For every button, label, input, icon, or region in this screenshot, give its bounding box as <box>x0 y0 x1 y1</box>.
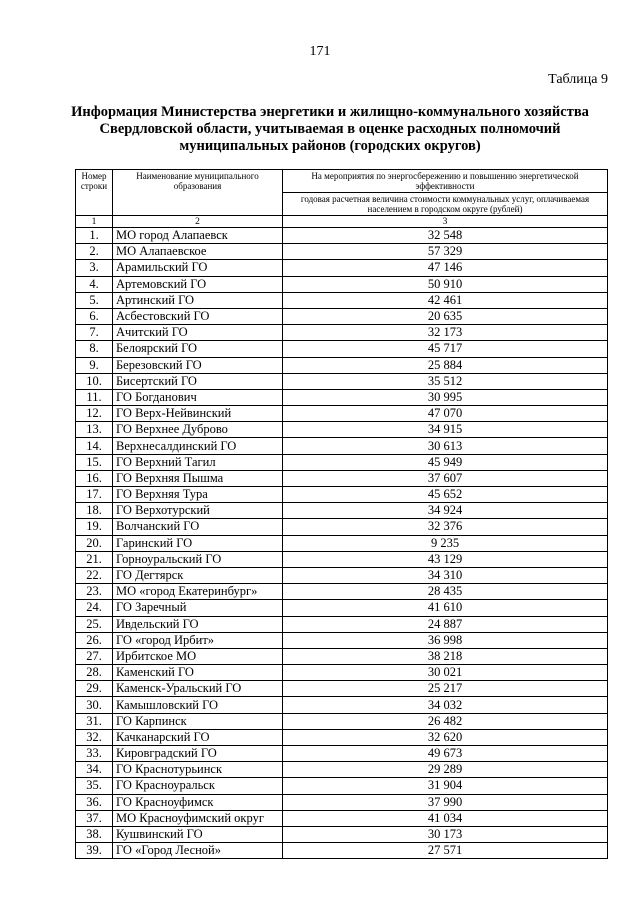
cost-value: 34 915 <box>283 422 608 438</box>
table-row <box>76 794 608 810</box>
header-energy-measures: На мероприятия по энергосбережению и повышению энергетической эффективности <box>283 170 608 193</box>
row-number: 13. <box>76 422 113 438</box>
row-number: 2. <box>76 244 113 260</box>
cost-value: 32 620 <box>283 729 608 745</box>
cost-value: 36 998 <box>283 632 608 648</box>
table-row <box>76 551 608 567</box>
cost-value: 31 904 <box>283 778 608 794</box>
table-row <box>76 470 608 486</box>
page-number: 171 <box>309 44 331 59</box>
column-number-2: 2 <box>113 216 283 228</box>
municipality-name: Ачитский ГО <box>113 325 283 341</box>
document-title: Информация Министерства энергетики и жилищно-коммунального хозяйства Свердловской области, учитываемая в оценке расходных полномочий муниципальных районов (городских округов) <box>71 104 589 154</box>
header-municipality: Наименование муниципального образования <box>113 170 283 216</box>
cost-value: 47 146 <box>283 260 608 276</box>
municipality-name: Каменский ГО <box>113 665 283 681</box>
table-row <box>76 843 608 859</box>
municipality-name: ГО «Город Лесной» <box>113 843 283 859</box>
table-row <box>76 778 608 794</box>
cost-value: 24 887 <box>283 616 608 632</box>
row-number: 9. <box>76 357 113 373</box>
municipality-name: Гаринский ГО <box>113 535 283 551</box>
table-row <box>76 341 608 357</box>
cost-value: 30 613 <box>283 438 608 454</box>
table-row <box>76 535 608 551</box>
row-number: 23. <box>76 584 113 600</box>
municipality-name: Волчанский ГО <box>113 519 283 535</box>
row-number: 22. <box>76 567 113 583</box>
municipality-name: МО Красноуфимский округ <box>113 810 283 826</box>
row-number: 6. <box>76 308 113 324</box>
column-numbers-row <box>76 216 608 228</box>
table-row <box>76 406 608 422</box>
cost-value: 25 217 <box>283 681 608 697</box>
municipality-name: ГО Заречный <box>113 600 283 616</box>
table-row <box>76 244 608 260</box>
municipality-name: МО город Алапаевск <box>113 228 283 244</box>
cost-value: 32 376 <box>283 519 608 535</box>
row-number: 38. <box>76 826 113 842</box>
row-number: 16. <box>76 470 113 486</box>
row-number: 8. <box>76 341 113 357</box>
cost-value: 57 329 <box>283 244 608 260</box>
cost-value: 25 884 <box>283 357 608 373</box>
cost-value: 42 461 <box>283 292 608 308</box>
table-row <box>76 308 608 324</box>
cost-value: 34 310 <box>283 567 608 583</box>
municipality-name: Верхнесалдинский ГО <box>113 438 283 454</box>
table-row <box>76 454 608 470</box>
cost-value: 38 218 <box>283 648 608 664</box>
cost-value: 30 173 <box>283 826 608 842</box>
table-row <box>76 487 608 503</box>
cost-value: 32 173 <box>283 325 608 341</box>
row-number: 1. <box>76 228 113 244</box>
row-number: 21. <box>76 551 113 567</box>
row-number: 33. <box>76 746 113 762</box>
table-row <box>76 632 608 648</box>
row-number: 31. <box>76 713 113 729</box>
table-row <box>76 648 608 664</box>
municipality-name: Асбестовский ГО <box>113 308 283 324</box>
municipality-name: Каменск-Уральский ГО <box>113 681 283 697</box>
municipality-name: ГО Верхний Тагил <box>113 454 283 470</box>
row-number: 12. <box>76 406 113 422</box>
cost-value: 41 034 <box>283 810 608 826</box>
row-number: 18. <box>76 503 113 519</box>
municipality-name: Белоярский ГО <box>113 341 283 357</box>
municipality-name: Ивдельский ГО <box>113 616 283 632</box>
municipality-name: ГО Красноуральск <box>113 778 283 794</box>
table-row <box>76 422 608 438</box>
table-row <box>76 438 608 454</box>
table-row <box>76 503 608 519</box>
municipality-name: Ирбитское МО <box>113 648 283 664</box>
row-number: 27. <box>76 648 113 664</box>
row-number: 37. <box>76 810 113 826</box>
municipality-name: Кировградский ГО <box>113 746 283 762</box>
table-row <box>76 665 608 681</box>
cost-value: 35 512 <box>283 373 608 389</box>
table-row <box>76 600 608 616</box>
municipality-name: Артинский ГО <box>113 292 283 308</box>
row-number: 39. <box>76 843 113 859</box>
row-number: 19. <box>76 519 113 535</box>
row-number: 20. <box>76 535 113 551</box>
row-number: 29. <box>76 681 113 697</box>
cost-value: 37 990 <box>283 794 608 810</box>
row-number: 30. <box>76 697 113 713</box>
row-number: 28. <box>76 665 113 681</box>
row-number: 14. <box>76 438 113 454</box>
table-row <box>76 729 608 745</box>
cost-value: 45 949 <box>283 454 608 470</box>
cost-value: 43 129 <box>283 551 608 567</box>
table-row <box>76 260 608 276</box>
table-row <box>76 519 608 535</box>
table-row <box>76 325 608 341</box>
table-row <box>76 713 608 729</box>
municipality-name: ГО «город Ирбит» <box>113 632 283 648</box>
row-number: 24. <box>76 600 113 616</box>
row-number: 15. <box>76 454 113 470</box>
municipality-name: ГО Верхняя Тура <box>113 487 283 503</box>
municipality-name: Бисертский ГО <box>113 373 283 389</box>
municipality-name: ГО Верх-Нейвинский <box>113 406 283 422</box>
municipality-name: Качканарский ГО <box>113 729 283 745</box>
cost-value: 45 717 <box>283 341 608 357</box>
municipality-name: ГО Дегтярск <box>113 567 283 583</box>
table-row <box>76 616 608 632</box>
municipality-name: ГО Красноуфимск <box>113 794 283 810</box>
row-number: 11. <box>76 389 113 405</box>
municipality-name: ГО Верхняя Пышма <box>113 470 283 486</box>
cost-value: 41 610 <box>283 600 608 616</box>
municipality-name: Кушвинский ГО <box>113 826 283 842</box>
cost-value: 47 070 <box>283 406 608 422</box>
municipality-name: Арамильский ГО <box>113 260 283 276</box>
row-number: 32. <box>76 729 113 745</box>
municipality-name: Артемовский ГО <box>113 276 283 292</box>
table-row <box>76 276 608 292</box>
table-row <box>76 762 608 778</box>
row-number: 25. <box>76 616 113 632</box>
cost-value: 49 673 <box>283 746 608 762</box>
header-annual-cost: годовая расчетная величина стоимости коммунальных услуг, оплачиваемая населением в городском округе (рублей) <box>283 193 608 216</box>
municipality-name: ГО Краснотурьинск <box>113 762 283 778</box>
cost-value: 27 571 <box>283 843 608 859</box>
municipality-name: Горноуральский ГО <box>113 551 283 567</box>
municipality-name: ГО Богданович <box>113 389 283 405</box>
table-row <box>76 567 608 583</box>
row-number: 34. <box>76 762 113 778</box>
table-row <box>76 373 608 389</box>
table-row <box>76 681 608 697</box>
table-row <box>76 357 608 373</box>
municipality-name: ГО Верхотурский <box>113 503 283 519</box>
cost-value: 30 021 <box>283 665 608 681</box>
row-number: 35. <box>76 778 113 794</box>
table-row <box>76 389 608 405</box>
cost-value: 28 435 <box>283 584 608 600</box>
cost-value: 9 235 <box>283 535 608 551</box>
column-number-1: 1 <box>76 216 113 228</box>
municipality-name: МО «город Екатеринбург» <box>113 584 283 600</box>
table-row <box>76 746 608 762</box>
row-number: 3. <box>76 260 113 276</box>
municipality-name: МО Алапаевское <box>113 244 283 260</box>
table-row <box>76 292 608 308</box>
table-row <box>76 697 608 713</box>
cost-value: 34 924 <box>283 503 608 519</box>
municipality-name: ГО Карпинск <box>113 713 283 729</box>
cost-value: 32 548 <box>283 228 608 244</box>
row-number: 5. <box>76 292 113 308</box>
row-number: 36. <box>76 794 113 810</box>
row-number: 17. <box>76 487 113 503</box>
cost-value: 45 652 <box>283 487 608 503</box>
table-row <box>76 584 608 600</box>
cost-value: 50 910 <box>283 276 608 292</box>
municipality-name: Камышловский ГО <box>113 697 283 713</box>
row-number: 10. <box>76 373 113 389</box>
row-number: 4. <box>76 276 113 292</box>
header-row-number: Номер строки <box>76 170 113 216</box>
data-table <box>75 169 608 859</box>
cost-value: 34 032 <box>283 697 608 713</box>
cost-value: 26 482 <box>283 713 608 729</box>
cost-value: 30 995 <box>283 389 608 405</box>
header-row <box>76 170 608 193</box>
table-row <box>76 826 608 842</box>
row-number: 7. <box>76 325 113 341</box>
column-number-3: 3 <box>283 216 608 228</box>
table-row <box>76 810 608 826</box>
municipality-name: Березовский ГО <box>113 357 283 373</box>
cost-value: 20 635 <box>283 308 608 324</box>
cost-value: 29 289 <box>283 762 608 778</box>
table-row <box>76 228 608 244</box>
row-number: 26. <box>76 632 113 648</box>
municipality-name: ГО Верхнее Дуброво <box>113 422 283 438</box>
table-label: Таблица 9 <box>548 72 608 87</box>
cost-value: 37 607 <box>283 470 608 486</box>
